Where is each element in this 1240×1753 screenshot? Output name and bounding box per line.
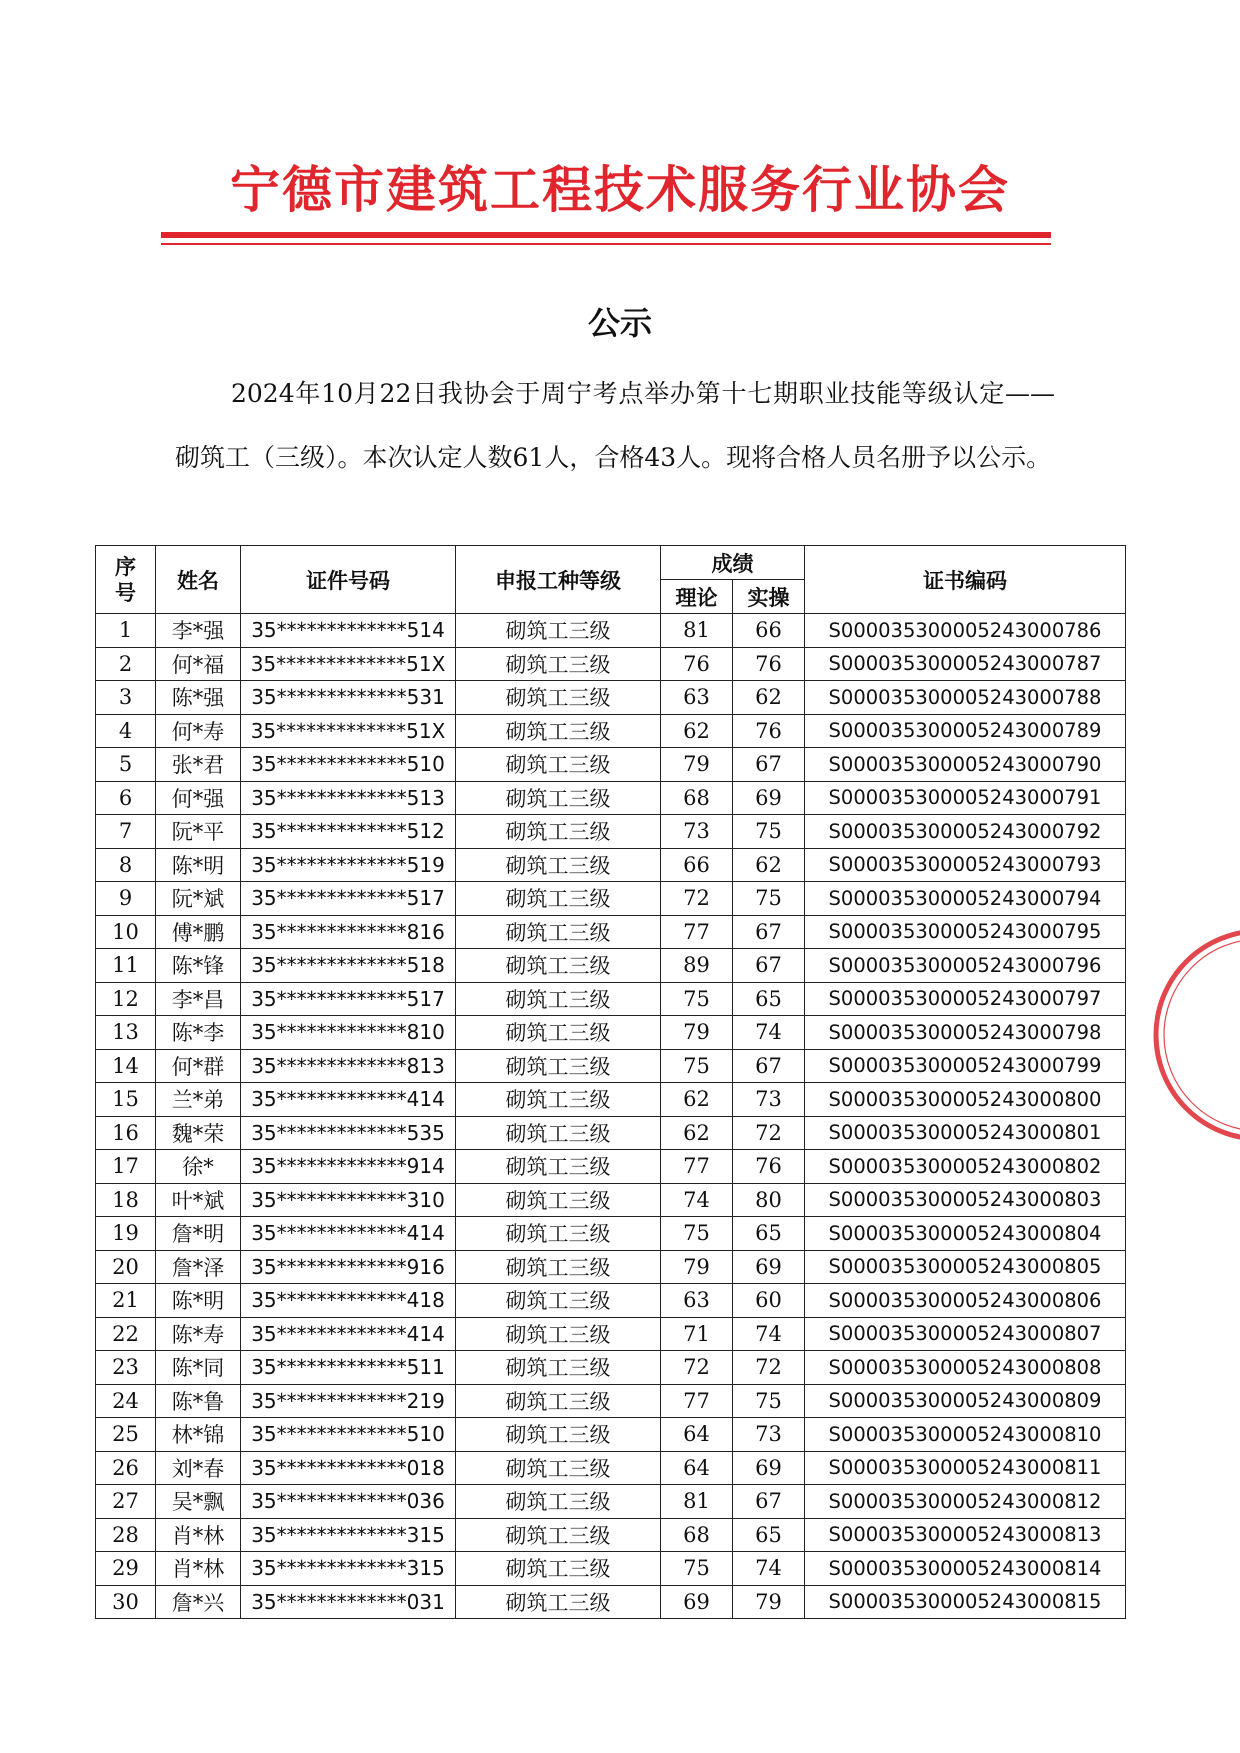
cell-certificate: S000035300005243000808 — [805, 1351, 1126, 1385]
letterhead-org-name: 宁德市建筑工程技术服务行业协会 — [230, 161, 1010, 219]
cell-trade-level: 砌筑工三级 — [456, 647, 661, 681]
cell-name: 李*强 — [156, 614, 241, 648]
cell-seq: 22 — [96, 1317, 156, 1351]
cell-certificate: S000035300005243000810 — [805, 1418, 1126, 1452]
cell-name: 李*昌 — [156, 982, 241, 1016]
cell-certificate: S000035300005243000802 — [805, 1150, 1126, 1184]
letterhead-divider-thick — [161, 232, 1051, 238]
cell-seq: 8 — [96, 848, 156, 882]
cell-id-number: 35*************219 — [241, 1384, 456, 1418]
cell-certificate: S000035300005243000793 — [805, 848, 1126, 882]
cell-seq: 30 — [96, 1585, 156, 1619]
cell-theory: 89 — [661, 949, 733, 983]
cell-id-number: 35*************414 — [241, 1083, 456, 1117]
cell-name: 魏*荣 — [156, 1116, 241, 1150]
cell-name: 阮*平 — [156, 815, 241, 849]
cell-name: 肖*林 — [156, 1552, 241, 1586]
table-row — [96, 982, 1126, 1016]
cell-trade-level: 砌筑工三级 — [456, 781, 661, 815]
cell-certificate: S000035300005243000797 — [805, 982, 1126, 1016]
cell-seq: 20 — [96, 1250, 156, 1284]
cell-practice: 74 — [733, 1016, 805, 1050]
header-scores: 成绩 — [661, 546, 805, 580]
cell-theory: 77 — [661, 915, 733, 949]
table-row — [96, 848, 1126, 882]
cell-seq: 5 — [96, 748, 156, 782]
cell-certificate: S000035300005243000811 — [805, 1451, 1126, 1485]
cell-theory: 62 — [661, 1116, 733, 1150]
cell-seq: 12 — [96, 982, 156, 1016]
cell-practice: 72 — [733, 1351, 805, 1385]
table-row — [96, 1552, 1126, 1586]
cell-seq: 24 — [96, 1384, 156, 1418]
cell-certificate: S000035300005243000792 — [805, 815, 1126, 849]
cell-seq: 29 — [96, 1552, 156, 1586]
table-row — [96, 1451, 1126, 1485]
cell-certificate: S000035300005243000814 — [805, 1552, 1126, 1586]
cell-theory: 75 — [661, 1217, 733, 1251]
cell-trade-level: 砌筑工三级 — [456, 1384, 661, 1418]
cell-theory: 79 — [661, 748, 733, 782]
cell-name: 徐* — [156, 1150, 241, 1184]
cell-id-number: 35*************418 — [241, 1284, 456, 1318]
cell-certificate: S000035300005243000815 — [805, 1585, 1126, 1619]
cell-seq: 26 — [96, 1451, 156, 1485]
cell-trade-level: 砌筑工三级 — [456, 1317, 661, 1351]
cell-theory: 74 — [661, 1183, 733, 1217]
cell-trade-level: 砌筑工三级 — [456, 714, 661, 748]
cell-practice: 67 — [733, 1485, 805, 1519]
table-row — [96, 1317, 1126, 1351]
cell-trade-level: 砌筑工三级 — [456, 1552, 661, 1586]
cell-practice: 80 — [733, 1183, 805, 1217]
cell-trade-level: 砌筑工三级 — [456, 681, 661, 715]
cell-trade-level: 砌筑工三级 — [456, 1485, 661, 1519]
cell-id-number: 35*************036 — [241, 1485, 456, 1519]
cell-theory: 64 — [661, 1451, 733, 1485]
cell-trade-level: 砌筑工三级 — [456, 1418, 661, 1452]
cell-certificate: S000035300005243000800 — [805, 1083, 1126, 1117]
cell-name: 陈*寿 — [156, 1317, 241, 1351]
cell-practice: 76 — [733, 714, 805, 748]
cell-trade-level: 砌筑工三级 — [456, 1250, 661, 1284]
cell-theory: 62 — [661, 1083, 733, 1117]
cell-trade-level: 砌筑工三级 — [456, 748, 661, 782]
cell-trade-level: 砌筑工三级 — [456, 915, 661, 949]
cell-id-number: 35*************310 — [241, 1183, 456, 1217]
cell-seq: 15 — [96, 1083, 156, 1117]
cell-seq: 23 — [96, 1351, 156, 1385]
table-row — [96, 1284, 1126, 1318]
cell-trade-level: 砌筑工三级 — [456, 1284, 661, 1318]
cell-theory: 71 — [661, 1317, 733, 1351]
cell-id-number: 35*************511 — [241, 1351, 456, 1385]
header-id-number: 证件号码 — [241, 546, 456, 614]
cell-practice: 79 — [733, 1585, 805, 1619]
cell-seq: 4 — [96, 714, 156, 748]
table-row — [96, 1217, 1126, 1251]
cell-theory: 75 — [661, 982, 733, 1016]
cell-id-number: 35*************031 — [241, 1585, 456, 1619]
cell-trade-level: 砌筑工三级 — [456, 1083, 661, 1117]
cell-seq: 16 — [96, 1116, 156, 1150]
cell-id-number: 35*************813 — [241, 1049, 456, 1083]
cell-trade-level: 砌筑工三级 — [456, 1116, 661, 1150]
cell-theory: 75 — [661, 1552, 733, 1586]
cell-practice: 67 — [733, 1049, 805, 1083]
table-row — [96, 748, 1126, 782]
table-row — [96, 882, 1126, 916]
cell-id-number: 35*************519 — [241, 848, 456, 882]
cell-name: 陈*鲁 — [156, 1384, 241, 1418]
cell-name: 何*强 — [156, 781, 241, 815]
cell-seq: 19 — [96, 1217, 156, 1251]
cell-trade-level: 砌筑工三级 — [456, 1183, 661, 1217]
cell-certificate: S000035300005243000791 — [805, 781, 1126, 815]
cell-seq: 3 — [96, 681, 156, 715]
cell-trade-level: 砌筑工三级 — [456, 815, 661, 849]
cell-theory: 64 — [661, 1418, 733, 1452]
table-row — [96, 1016, 1126, 1050]
cell-theory: 79 — [661, 1250, 733, 1284]
cell-name: 詹*明 — [156, 1217, 241, 1251]
cell-theory: 66 — [661, 848, 733, 882]
cell-id-number: 35*************414 — [241, 1317, 456, 1351]
cell-certificate: S000035300005243000794 — [805, 882, 1126, 916]
cell-practice: 73 — [733, 1418, 805, 1452]
cell-trade-level: 砌筑工三级 — [456, 949, 661, 983]
cell-certificate: S000035300005243000807 — [805, 1317, 1126, 1351]
cell-certificate: S000035300005243000787 — [805, 647, 1126, 681]
table-row — [96, 681, 1126, 715]
header-trade-level: 申报工种等级 — [456, 546, 661, 614]
cell-id-number: 35*************914 — [241, 1150, 456, 1184]
cell-id-number: 35*************916 — [241, 1250, 456, 1284]
cell-practice: 73 — [733, 1083, 805, 1117]
cell-name: 林*锦 — [156, 1418, 241, 1452]
cell-name: 张*君 — [156, 748, 241, 782]
cell-practice: 75 — [733, 1384, 805, 1418]
cell-id-number: 35*************315 — [241, 1552, 456, 1586]
cell-certificate: S000035300005243000806 — [805, 1284, 1126, 1318]
cell-practice: 62 — [733, 681, 805, 715]
table-row — [96, 1150, 1126, 1184]
cell-trade-level: 砌筑工三级 — [456, 848, 661, 882]
cell-seq: 9 — [96, 882, 156, 916]
cell-practice: 76 — [733, 1150, 805, 1184]
table-row — [96, 1183, 1126, 1217]
cell-name: 兰*弟 — [156, 1083, 241, 1117]
cell-trade-level: 砌筑工三级 — [456, 1049, 661, 1083]
cell-certificate: S000035300005243000803 — [805, 1183, 1126, 1217]
cell-name: 陈*明 — [156, 1284, 241, 1318]
cell-theory: 72 — [661, 882, 733, 916]
table-row — [96, 915, 1126, 949]
cell-practice: 65 — [733, 1217, 805, 1251]
cell-certificate: S000035300005243000804 — [805, 1217, 1126, 1251]
notice-body: 2024年10月22日我协会于周宁考点举办第十七期职业技能等级认定——砌筑工（三级）。本次认定人数61人，合格43人。现将合格人员名册予以公示。 — [175, 379, 1055, 472]
cell-certificate: S000035300005243000805 — [805, 1250, 1126, 1284]
cell-name: 傅*鹏 — [156, 915, 241, 949]
table-row — [96, 1485, 1126, 1519]
cell-practice: 76 — [733, 647, 805, 681]
cell-certificate: S000035300005243000812 — [805, 1485, 1126, 1519]
cell-seq: 10 — [96, 915, 156, 949]
cell-practice: 75 — [733, 815, 805, 849]
cell-theory: 62 — [661, 714, 733, 748]
table-row — [96, 1585, 1126, 1619]
header-seq: 序号 — [96, 546, 156, 614]
official-seal-stamp — [1150, 925, 1240, 1145]
cell-trade-level: 砌筑工三级 — [456, 1016, 661, 1050]
cell-name: 陈*同 — [156, 1351, 241, 1385]
cell-certificate: S000035300005243000788 — [805, 681, 1126, 715]
cell-theory: 63 — [661, 1284, 733, 1318]
cell-seq: 1 — [96, 614, 156, 648]
cell-seq: 13 — [96, 1016, 156, 1050]
cell-trade-level: 砌筑工三级 — [456, 1518, 661, 1552]
cell-trade-level: 砌筑工三级 — [456, 1351, 661, 1385]
cell-theory: 77 — [661, 1150, 733, 1184]
cell-seq: 27 — [96, 1485, 156, 1519]
cell-id-number: 35*************510 — [241, 748, 456, 782]
cell-id-number: 35*************018 — [241, 1451, 456, 1485]
cell-theory: 79 — [661, 1016, 733, 1050]
cell-name: 叶*斌 — [156, 1183, 241, 1217]
roster-body — [96, 614, 1126, 1619]
cell-name: 阮*斌 — [156, 882, 241, 916]
cell-practice: 69 — [733, 781, 805, 815]
cell-name: 何*寿 — [156, 714, 241, 748]
cell-certificate: S000035300005243000795 — [805, 915, 1126, 949]
table-row — [96, 1518, 1126, 1552]
cell-name: 陈*李 — [156, 1016, 241, 1050]
table-row — [96, 614, 1126, 648]
cell-id-number: 35*************512 — [241, 815, 456, 849]
table-row — [96, 1083, 1126, 1117]
cell-theory: 73 — [661, 815, 733, 849]
cell-name: 何*群 — [156, 1049, 241, 1083]
cell-id-number: 35*************51X — [241, 714, 456, 748]
cell-practice: 62 — [733, 848, 805, 882]
cell-seq: 17 — [96, 1150, 156, 1184]
table-header-row — [96, 546, 1126, 580]
cell-certificate: S000035300005243000789 — [805, 714, 1126, 748]
cell-id-number: 35*************810 — [241, 1016, 456, 1050]
cell-certificate: S000035300005243000790 — [805, 748, 1126, 782]
cell-theory: 69 — [661, 1585, 733, 1619]
table-row — [96, 714, 1126, 748]
cell-id-number: 35*************315 — [241, 1518, 456, 1552]
cell-practice: 69 — [733, 1451, 805, 1485]
cell-practice: 60 — [733, 1284, 805, 1318]
cell-theory: 68 — [661, 781, 733, 815]
cell-theory: 68 — [661, 1518, 733, 1552]
cell-theory: 77 — [661, 1384, 733, 1418]
cell-trade-level: 砌筑工三级 — [456, 614, 661, 648]
cell-certificate: S000035300005243000799 — [805, 1049, 1126, 1083]
cell-practice: 67 — [733, 748, 805, 782]
cell-practice: 74 — [733, 1317, 805, 1351]
table-row — [96, 1351, 1126, 1385]
cell-certificate: S000035300005243000786 — [805, 614, 1126, 648]
header-name: 姓名 — [156, 546, 241, 614]
cell-seq: 21 — [96, 1284, 156, 1318]
cell-practice: 67 — [733, 915, 805, 949]
table-row — [96, 1418, 1126, 1452]
cell-theory: 75 — [661, 1049, 733, 1083]
cell-seq: 25 — [96, 1418, 156, 1452]
cell-practice: 72 — [733, 1116, 805, 1150]
table-row — [96, 1384, 1126, 1418]
cell-theory: 72 — [661, 1351, 733, 1385]
cell-id-number: 35*************816 — [241, 915, 456, 949]
cell-name: 肖*林 — [156, 1518, 241, 1552]
cell-practice: 74 — [733, 1552, 805, 1586]
cell-practice: 67 — [733, 949, 805, 983]
table-row — [96, 647, 1126, 681]
table-row — [96, 1250, 1126, 1284]
cell-id-number: 35*************517 — [241, 982, 456, 1016]
cell-name: 陈*明 — [156, 848, 241, 882]
header-theory: 理论 — [661, 580, 733, 614]
cell-theory: 81 — [661, 1485, 733, 1519]
cell-certificate: S000035300005243000813 — [805, 1518, 1126, 1552]
cell-name: 詹*兴 — [156, 1585, 241, 1619]
cell-certificate: S000035300005243000796 — [805, 949, 1126, 983]
cell-id-number: 35*************531 — [241, 681, 456, 715]
cell-practice: 65 — [733, 982, 805, 1016]
cell-trade-level: 砌筑工三级 — [456, 982, 661, 1016]
cell-trade-level: 砌筑工三级 — [456, 1585, 661, 1619]
header-certificate: 证书编码 — [805, 546, 1126, 614]
cell-id-number: 35*************510 — [241, 1418, 456, 1452]
notice-title: 公示 — [587, 304, 652, 342]
table-row — [96, 1049, 1126, 1083]
cell-seq: 6 — [96, 781, 156, 815]
table-row — [96, 949, 1126, 983]
header-practice: 实操 — [733, 580, 805, 614]
table-row — [96, 815, 1126, 849]
cell-seq: 2 — [96, 647, 156, 681]
cell-name: 詹*泽 — [156, 1250, 241, 1284]
cell-id-number: 35*************517 — [241, 882, 456, 916]
cell-name: 刘*春 — [156, 1451, 241, 1485]
cell-id-number: 35*************518 — [241, 949, 456, 983]
cell-id-number: 35*************535 — [241, 1116, 456, 1150]
qualified-roster-table — [95, 545, 1126, 1619]
cell-certificate: S000035300005243000798 — [805, 1016, 1126, 1050]
cell-theory: 63 — [661, 681, 733, 715]
cell-theory: 81 — [661, 614, 733, 648]
cell-trade-level: 砌筑工三级 — [456, 882, 661, 916]
cell-theory: 76 — [661, 647, 733, 681]
cell-name: 陈*锋 — [156, 949, 241, 983]
cell-name: 陈*强 — [156, 681, 241, 715]
cell-seq: 11 — [96, 949, 156, 983]
table-row — [96, 781, 1126, 815]
cell-trade-level: 砌筑工三级 — [456, 1150, 661, 1184]
cell-practice: 69 — [733, 1250, 805, 1284]
cell-name: 何*福 — [156, 647, 241, 681]
cell-id-number: 35*************514 — [241, 614, 456, 648]
cell-id-number: 35*************51X — [241, 647, 456, 681]
cell-certificate: S000035300005243000809 — [805, 1384, 1126, 1418]
cell-seq: 14 — [96, 1049, 156, 1083]
cell-seq: 28 — [96, 1518, 156, 1552]
cell-trade-level: 砌筑工三级 — [456, 1217, 661, 1251]
table-row — [96, 1116, 1126, 1150]
cell-id-number: 35*************414 — [241, 1217, 456, 1251]
letterhead-divider-thin — [161, 243, 1051, 245]
cell-seq: 7 — [96, 815, 156, 849]
cell-seq: 18 — [96, 1183, 156, 1217]
cell-trade-level: 砌筑工三级 — [456, 1451, 661, 1485]
cell-id-number: 35*************513 — [241, 781, 456, 815]
cell-practice: 65 — [733, 1518, 805, 1552]
cell-name: 吴*飘 — [156, 1485, 241, 1519]
cell-certificate: S000035300005243000801 — [805, 1116, 1126, 1150]
cell-practice: 66 — [733, 614, 805, 648]
cell-practice: 75 — [733, 882, 805, 916]
